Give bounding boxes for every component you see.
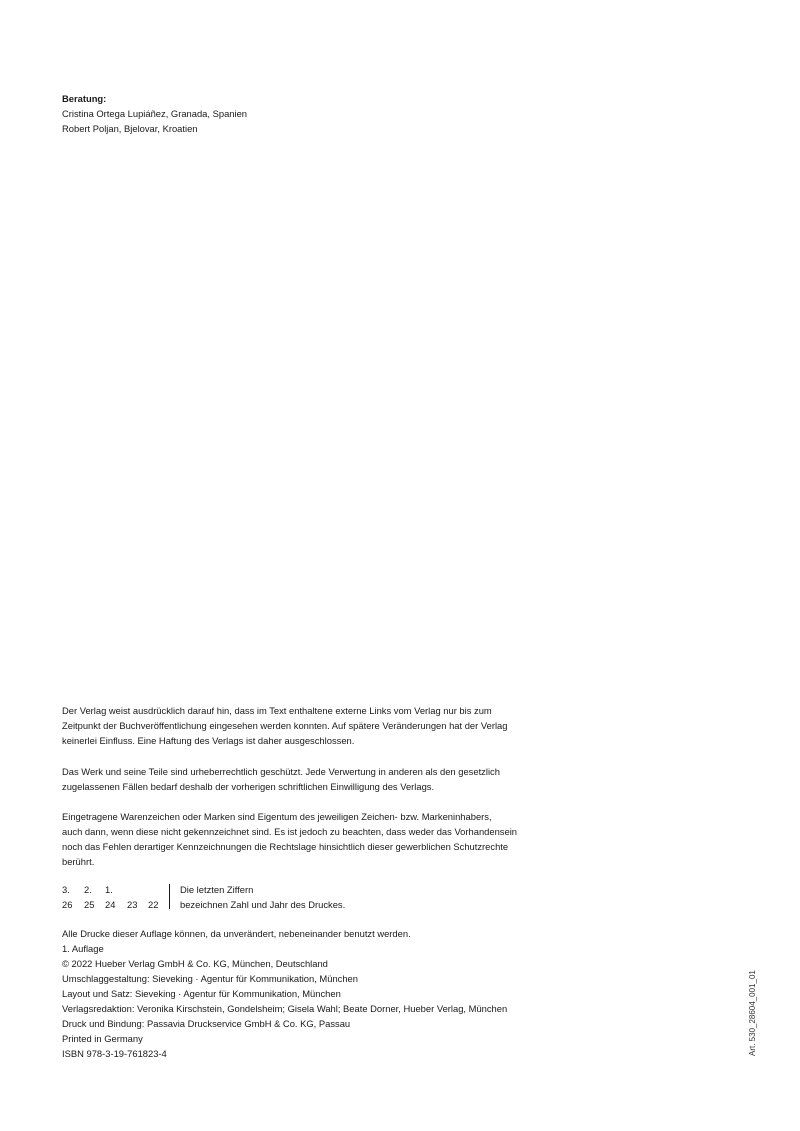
isbn: ISBN 978-3-19-761823-4 bbox=[62, 1048, 167, 1059]
consultants-heading: Beratung: bbox=[62, 93, 107, 104]
print-number: 3. bbox=[62, 884, 70, 895]
article-code: Art. 530_28604_001_01 bbox=[748, 970, 757, 1056]
print-number: 2. bbox=[84, 884, 92, 895]
consultant-line: Robert Poljan, Bjelovar, Kroatien bbox=[62, 123, 198, 134]
print-number: 1. bbox=[105, 884, 113, 895]
imprint-line: Verlagsredaktion: Veronika Kirschstein, Gondelsheim; Gisela Wahl; Beate Dorner, Hueber Verlag, München bbox=[62, 1003, 508, 1014]
counter-divider bbox=[169, 884, 170, 909]
paragraph-line: Das Werk und seine Teile sind urheberrechtlich geschützt. Jede Verwertung in anderen als den gesetzlich bbox=[62, 766, 500, 777]
imprint-line: Alle Drucke dieser Auflage können, da unverändert, nebeneinander benutzt werden. bbox=[62, 928, 411, 939]
paragraph-line: keinerlei Einfluss. Eine Haftung des Verlags ist daher ausgeschlossen. bbox=[62, 735, 355, 746]
imprint-line: © 2022 Hueber Verlag GmbH & Co. KG, München, Deutschland bbox=[62, 958, 328, 969]
paragraph-line: berührt. bbox=[62, 856, 95, 867]
paragraph-line: auch dann, wenn diese nicht gekennzeichnet sind. Es ist jedoch zu beachten, dass weder das Vorhandensein bbox=[62, 826, 517, 837]
print-year: 26 bbox=[62, 899, 73, 910]
print-year: 25 bbox=[84, 899, 95, 910]
print-year: 23 bbox=[127, 899, 138, 910]
trademark-notice-paragraph bbox=[62, 809, 562, 869]
imprint-block bbox=[62, 926, 562, 1061]
print-year: 24 bbox=[105, 899, 116, 910]
links-disclaimer-paragraph bbox=[62, 703, 562, 748]
imprint-line: Umschlaggestaltung: Sieveking · Agentur für Kommunikation, München bbox=[62, 973, 358, 984]
paragraph-line: Eingetragene Warenzeichen oder Marken sind Eigentum des jeweiligen Zeichen- bzw. Markeninhabers, bbox=[62, 811, 492, 822]
consultants-block bbox=[62, 91, 562, 136]
imprint-line: Printed in Germany bbox=[62, 1033, 143, 1044]
paragraph-line: zugelassenen Fällen bedarf deshalb der vorherigen schriftlichen Einwilligung des Verlags. bbox=[62, 781, 435, 792]
paragraph-line: Der Verlag weist ausdrücklich darauf hin, dass im Text enthaltene externe Links vom Verlag nur bis zum bbox=[62, 705, 492, 716]
counter-note-line: bezeichnen Zahl und Jahr des Druckes. bbox=[180, 899, 346, 910]
consultant-line: Cristina Ortega Lupiáñez, Granada, Spanien bbox=[62, 108, 248, 119]
imprint-line: 1. Auflage bbox=[62, 943, 104, 954]
counter-note-line: Die letzten Ziffern bbox=[180, 884, 254, 895]
imprint-line: Layout und Satz: Sieveking · Agentur für Kommunikation, München bbox=[62, 988, 341, 999]
print-year: 22 bbox=[148, 899, 159, 910]
paragraph-line: Zeitpunkt der Buchveröffentlichung eingesehen werden konnten. Auf spätere Veränderungen hat der Verlag bbox=[62, 720, 508, 731]
paragraph-line: noch das Fehlen derartiger Kennzeichnungen die Rechtslage hinsichtlich dieser gewerblichen Schutzrechte bbox=[62, 841, 509, 852]
copyright-notice-paragraph bbox=[62, 764, 562, 794]
counter-note bbox=[180, 882, 345, 912]
imprint-line: Druck und Bindung: Passavia Druckservice GmbH & Co. KG, Passau bbox=[62, 1018, 351, 1029]
print-run-counter bbox=[62, 882, 382, 912]
